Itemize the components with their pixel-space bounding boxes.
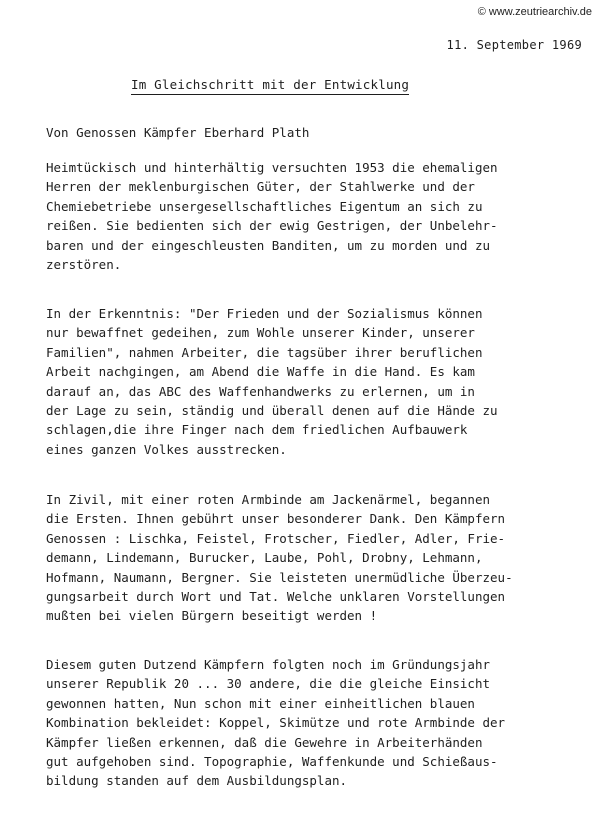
text-line: Kombination bekleidet: Koppel, Skimütze und rote Armbinde der <box>46 715 506 731</box>
text-line: In Zivil, mit einer roten Armbinde am Jackenärmel, begannen <box>46 492 491 507</box>
text-line: unserer Republik 20 ... 30 andere, die die gleiche Einsicht <box>46 676 491 692</box>
text-line: nur bewaffnet gedeihen, zum Wohle unserer Kinder, unserer <box>46 325 475 341</box>
text-line: Familien", nahmen Arbeiter, die tagsüber ihrer beruflichen <box>46 344 483 360</box>
text-line: schlagen,die ihre Finger nach dem friedlichen Aufbauwerk <box>46 422 468 438</box>
text-line: gungsarbeit durch Wort und Tat. Welche unklaren Vorstellungen <box>46 589 506 605</box>
paragraph <box>46 655 586 791</box>
paragraph <box>46 490 586 626</box>
text-line: Genossen : Lischka, Feistel, Frotscher, Fiedler, Adler, Frie- <box>46 530 506 546</box>
text-line: zerstören. <box>46 257 122 273</box>
text-line: Arbeit nachgingen, am Abend die Waffe in die Hand. Es kam <box>46 364 475 380</box>
text-line: Hofmann, Naumann, Bergner. Sie leisteten unermüdliche Überzeu- <box>46 569 513 585</box>
text-line: Herren der meklenburgischen Güter, der Stahlwerke und der <box>46 179 475 195</box>
document-date: 11. September 1969 <box>446 38 582 52</box>
text-line: der Lage zu sein, ständig und überall denen auf die Hände zu <box>46 403 498 419</box>
text-line: gut aufgehoben sind. Topographie, Waffenkunde und Schießaus- <box>46 754 498 770</box>
document-title: Im Gleichschritt mit der Entwicklung <box>131 77 409 95</box>
text-line: Diesem guten Dutzend Kämpfern folgten noch im Gründungsjahr <box>46 657 491 672</box>
text-line: In der Erkenntnis: "Der Frieden und der Sozialismus können <box>46 306 483 321</box>
paragraph <box>46 158 586 274</box>
author-line: Von Genossen Kämpfer Eberhard Plath <box>46 125 310 140</box>
text-line: gewonnen hatten, Nun schon mit einer einheitlichen blauen <box>46 695 475 711</box>
text-line: Chemiebetriebe unsergesellschaftliches Eigentum an sich zu <box>46 198 483 214</box>
text-line: Heimtückisch und hinterhältig versuchten 1953 die ehemaligen <box>46 160 498 175</box>
text-line: demann, Lindemann, Burucker, Laube, Pohl, Drobny, Lehmann, <box>46 550 483 566</box>
text-line: darauf an, das ABC des Waffenhandwerks zu erlernen, um in <box>46 383 475 399</box>
text-line: die Ersten. Ihnen gebührt unser besonderer Dank. Den Kämpfern <box>46 511 506 527</box>
watermark: © www.zeutriearchiv.de <box>477 6 592 18</box>
text-line: mußten bei vielen Bürgern beseitigt werden ! <box>46 608 378 624</box>
text-line: reißen. Sie bedienten sich der ewig Gestrigen, der Unbelehr- <box>46 218 498 234</box>
paragraph <box>46 304 586 459</box>
text-line: bildung standen auf dem Ausbildungsplan. <box>46 773 348 789</box>
text-line: eines ganzen Volkes ausstrecken. <box>46 441 287 457</box>
text-line: Kämpfer ließen erkennen, daß die Gewehre in Arbeiterhänden <box>46 734 483 750</box>
text-line: baren und der eingeschleusten Banditen, um zu morden und zu <box>46 237 491 253</box>
